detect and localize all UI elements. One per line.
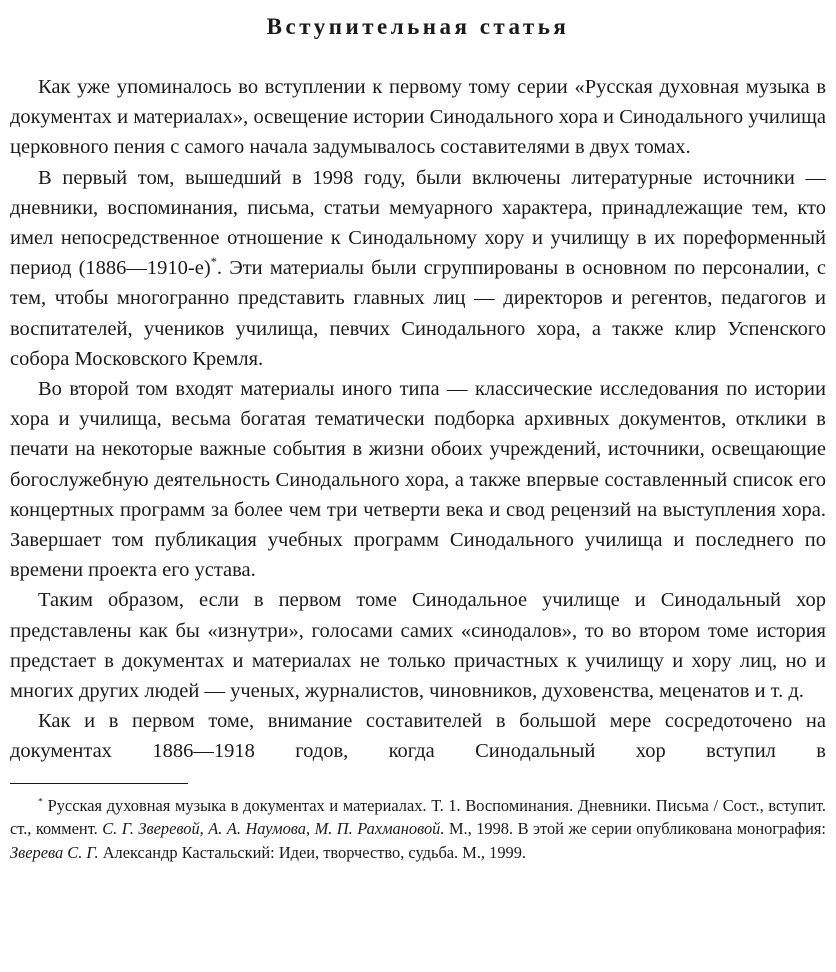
- footnote-marker: *: [38, 796, 43, 808]
- page-title: Вступительная статья: [266, 14, 570, 39]
- footnote-author: Зверева С. Г.: [10, 843, 99, 863]
- body-text: [10, 72, 826, 767]
- paragraph-3: Во второй том входят материалы иного типа — классические исследования по истории хора и училища, весьма богатая тематически подборка архивных документов, отклики в печати на некоторые важные события в жизни обоих учреждений, источники, освещающие богослужебную деятельность Синодального хора, а также впервые составленный список его концертных программ за более чем три четверти века и свод рецензий на выступления хора. Завершает том публикация учебных программ Синодального училища и последнего по времени проекта его устава.: [10, 378, 826, 582]
- footnote: [10, 794, 826, 865]
- footnote-reference: *: [210, 255, 217, 270]
- footnote-text-2: М., 1998. В этой же серии опубликована монография:: [448, 819, 826, 839]
- paragraph-5: Как и в первом томе, внимание составителей в большой мере сосредоточено на документах 1886—1918 годов, когда Синодальный хор вступил в: [10, 710, 826, 763]
- document-page: [10, 0, 826, 865]
- footnote-text-3: Александр Кастальский: Идеи, творчество, судьба. М., 1999.: [102, 843, 527, 863]
- paragraph-4: Таким образом, если в первом томе Синодальное училище и Синодальный хор представлены как бы «изнутри», голосами самих «синодалов», то во втором томе история предстает в документах и материалах не только причастных к училищу и хору лиц, но и многих других людей — ученых, журналистов, чиновников, духовенства, меценатов и т. д.: [10, 589, 826, 703]
- paragraph-2-tail: . Эти материалы были сгруппированы в основном по персоналии, с тем, чтобы многогранно представить главных лиц — директоров и регентов, педагогов и воспитателей, учеников училища, певчих Синодального хора, а также клир Успенского собора Московского Кремля.: [10, 257, 826, 370]
- footnote-text-1: Русская духовная музыка в документах и материалах. Т. 1. Воспоминания. Дневники. Письма / Сост., вступит. ст., коммент.: [10, 795, 826, 839]
- paragraph-2: [10, 163, 826, 374]
- paragraph-1: Как уже упоминалось во вступлении к первому тому серии «Русская духовная музыка в документах и материалах», освещение истории Синодального хора и Синодального училища церковного пения с самого начала задумывалось составителями в двух томах.: [10, 76, 826, 159]
- footnote-authors: С. Г. Зверевой, А. А. Наумова, М. П. Рахмановой.: [102, 819, 445, 839]
- footnote-divider: [10, 783, 188, 784]
- paragraph-2-text: В первый том, вышедший в 1998 году, были включены литературные источники — дневники, воспоминания, письма, статьи мемуарного характера, принадлежащие тем, кто имел непосредственное отношение к Синодальному хору и училищу в их пореформенный период (1886—1910-е): [10, 166, 826, 280]
